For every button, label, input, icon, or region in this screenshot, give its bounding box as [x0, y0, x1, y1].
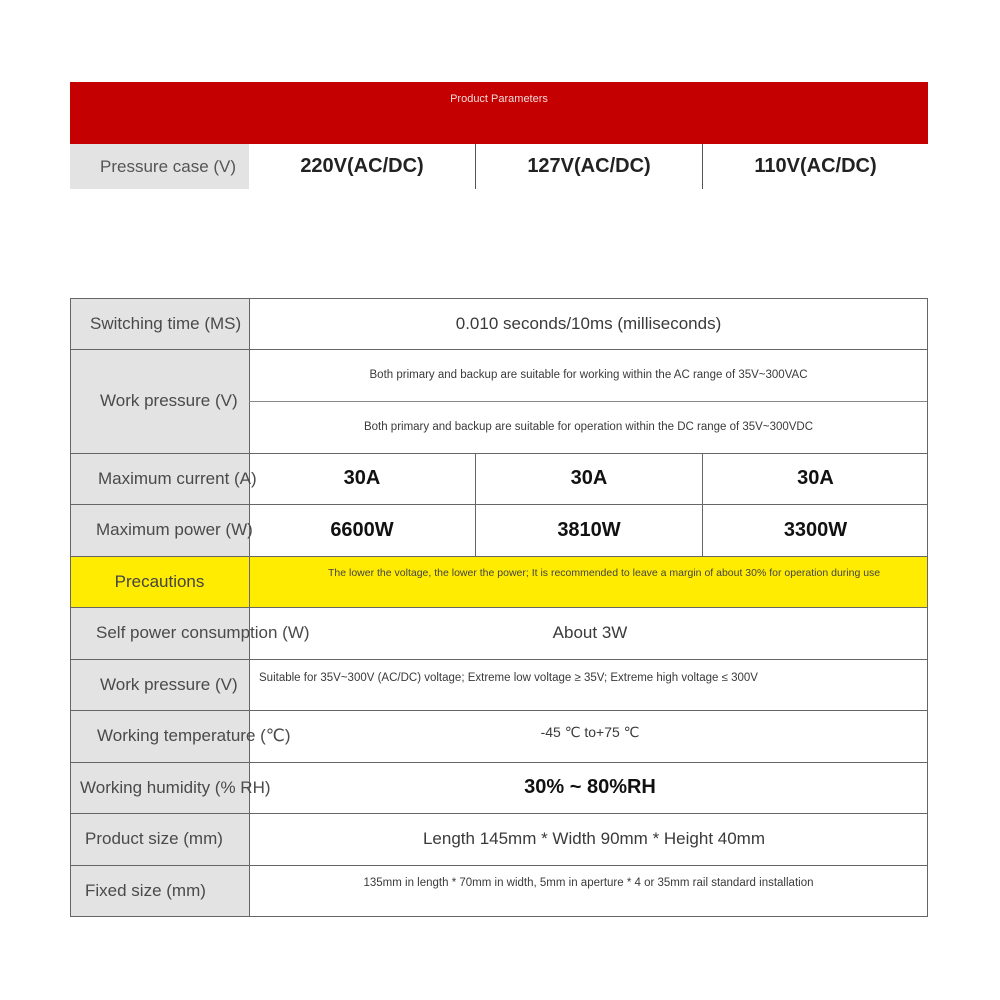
pressure-case-label: Pressure case (V)	[70, 144, 249, 189]
self-power-label: Self power consumption (W)	[96, 623, 310, 642]
max-current-label: Maximum current (A)	[98, 468, 257, 488]
work-pressure-dc-value: Both primary and backup are suitable for operation within the DC range of 35V~300VDC	[363, 421, 814, 433]
pressure-case-value: 220V(AC/DC)	[300, 155, 424, 177]
max-power-value: 6600W	[330, 518, 394, 541]
work-pressure-2-value: Suitable for 35V~300V (AC/DC) voltage; Extreme low voltage ≥ 35V; Extreme high voltage ≤ 300V	[259, 671, 758, 684]
precautions-text: The lower the voltage, the lower the power; It is recommended to leave a margin of about 30% for operation during use	[328, 567, 881, 579]
header-bar	[70, 82, 928, 144]
max-current-value: 30A	[570, 467, 608, 489]
switching-time-label: Switching time (MS)	[90, 313, 242, 333]
working-temperature-label: Working temperature (℃)	[97, 726, 291, 745]
max-current-value: 30A	[343, 467, 381, 489]
max-power-value: 3810W	[557, 518, 621, 541]
self-power-value: About 3W	[552, 623, 628, 642]
precautions-label: Precautions	[114, 571, 205, 591]
working-temperature-value: -45 ℃ to+75 ℃	[540, 723, 640, 740]
working-humidity-value: 30% ~ 80%RH	[524, 776, 656, 798]
pressure-case-value: 110V(AC/DC)	[754, 155, 877, 177]
pressure-case-value: 127V(AC/DC)	[527, 155, 651, 177]
work-pressure-label: Work pressure (V)	[100, 391, 238, 410]
max-power-value: 3300W	[783, 518, 848, 541]
product-size-value: Length 145mm * Width 90mm * Height 40mm	[422, 829, 766, 848]
max-power-label: Maximum power (W)	[96, 520, 253, 539]
product-size-label: Product size (mm)	[85, 829, 223, 848]
work-pressure-ac-value: Both primary and backup are suitable for working within the AC range of 35V~300VAC	[369, 369, 808, 381]
header-title: Product Parameters	[450, 93, 548, 105]
switching-time-value: 0.010 seconds/10ms (milliseconds)	[455, 313, 722, 333]
fixed-size-label: Fixed size (mm)	[85, 881, 206, 900]
work-pressure-2-label: Work pressure (V)	[100, 674, 238, 694]
working-humidity-label: Working humidity (% RH)	[80, 777, 271, 797]
max-current-value: 30A	[797, 467, 834, 489]
fixed-size-value: 135mm in length * 70mm in width, 5mm in aperture * 4 or 35mm rail standard installation	[363, 877, 814, 889]
